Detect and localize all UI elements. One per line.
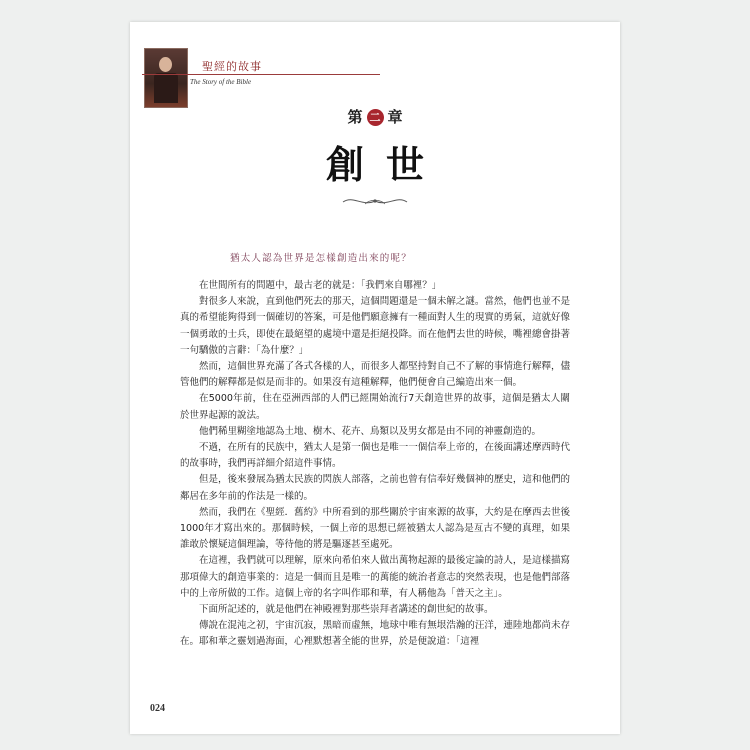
paragraph: 在這裡，我們就可以理解，原來向希伯來人做出萬物起源的最後定論的詩人，是這樣描寫那項偉大的創造事業的：這是一個而且是唯一的萬能的統治者意志的突然表現，也是他們部落中的上帝所做的工作。這個上帝的名字叫作耶和華，有人稱他為「普天之主」。 xyxy=(180,555,570,599)
portrait-robe xyxy=(154,73,178,103)
chapter-body xyxy=(180,278,570,651)
paragraph: 然而，我們在《聖經．舊約》中所看到的那些關於宇宙來源的故事，大約是在摩西去世後1000年才寫出來的。那個時候，一個上帝的思想已經被猶太人認為是亙古不變的真理，如果誰敢於懷疑這個理論，等待他的將是驅逐甚至處死。 xyxy=(180,506,570,551)
portrait-face xyxy=(159,57,172,72)
paragraph: 不過，在所有的民族中，猶太人是第一個也是唯一一個信奉上帝的，在後面講述摩西時代的故事時，我們再詳細介紹這件事情。 xyxy=(180,442,570,470)
paragraph: 對很多人來說，直到他們死去的那天，這個問題還是一個未解之謎。當然，他們也並不是真的希望能夠得到一個確切的答案，可是他們願意擁有一種面對人生的現實的勇氣，這就好像一個勇敢的士兵，即使在最絕望的處境中還是拒絕投降。而在他們去世的時候，嘴裡總會掛著一句驕傲的言辭：「為什麼？」 xyxy=(180,296,570,356)
paragraph: 然而，這個世界充滿了各式各樣的人，而很多人都堅持對自己不了解的事情進行解釋，儘管他們的解釋都是似是而非的。如果沒有這種解釋，他們便會自己編造出來一個。 xyxy=(180,361,570,389)
paragraph: 但是，後來發展為猶太民族的閃族人部落，之前也曾有信奉好幾個神的歷史，這和他們的鄰居在多年前的作法是一樣的。 xyxy=(180,474,570,502)
chapter-title: 創世 xyxy=(325,143,446,187)
header-book-subtitle: The Story of the Bible xyxy=(190,78,252,86)
header-book-title: 聖經的故事 xyxy=(202,60,262,73)
header-rule xyxy=(142,74,380,75)
chapter-subtitle-question: 猶太人認為世界是怎樣創造出來的呢？ xyxy=(230,253,412,264)
paragraph: 傳說在混沌之初，宇宙沉寂，黑暗而虛無，地球中唯有無垠浩瀚的汪洋，連陸地都尚未存在。耶和華之靈划過海面，心裡默想著全能的世界，於是便說道：「這裡 xyxy=(180,620,570,648)
chapter-prefix: 第 xyxy=(347,108,363,126)
chapter-suffix: 章 xyxy=(387,108,403,126)
paragraph: 在世間所有的問題中，最古老的就是：「我們來自哪裡？」 xyxy=(199,280,442,291)
header-portrait-image xyxy=(144,48,188,108)
chapter-number-badge: 二 xyxy=(367,109,384,126)
paragraph: 在5000年前，住在亞洲西部的人們已經開始流行7天創造世界的故事，這個是猶太人關於世界起源的說法。 xyxy=(180,393,570,421)
page-number: 024 xyxy=(150,703,165,714)
book-page xyxy=(130,22,620,734)
ornament-flourish-icon xyxy=(335,192,415,210)
paragraph: 他們稀里糊塗地認為土地、樹木、花卉、鳥類以及男女都是由不同的神靈創造的。 xyxy=(199,425,542,437)
chapter-heading xyxy=(130,106,620,127)
paragraph: 下面所記述的，就是他們在神殿裡對那些崇拜者講述的創世紀的故事。 xyxy=(199,604,494,616)
